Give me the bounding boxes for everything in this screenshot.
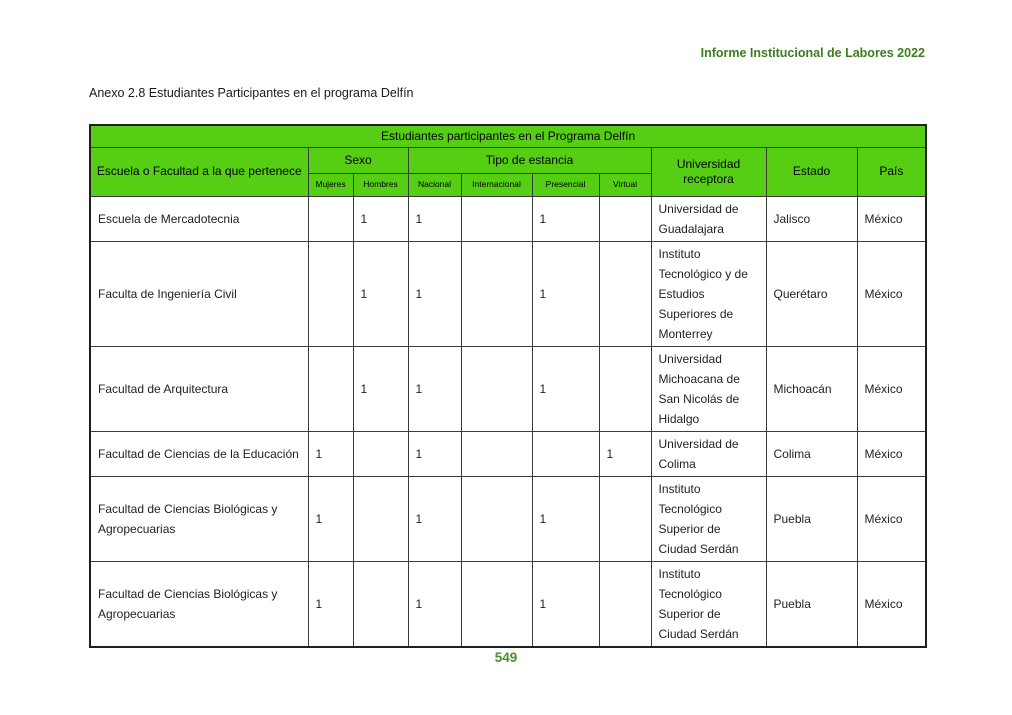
cell-pais: México [857,561,926,647]
cell-presencial: 1 [532,476,599,561]
cell-virtual [599,196,651,241]
cell-hombres [353,431,408,476]
cell-hombres [353,476,408,561]
cell-universidad: Universidad de Guadalajara [651,196,766,241]
cell-virtual [599,476,651,561]
column-header-estado: Estado [766,147,857,196]
cell-virtual [599,346,651,431]
cell-presencial: 1 [532,346,599,431]
cell-presencial: 1 [532,241,599,346]
cell-school: Faculta de Ingeniería Civil [90,241,308,346]
column-header-internacional: Internacional [461,173,532,196]
cell-internacional [461,561,532,647]
table-row [90,431,926,476]
cell-internacional [461,241,532,346]
table-row [90,476,926,561]
table-row [90,241,926,346]
cell-universidad: Instituto Tecnológico Superior de Ciudad Serdán [651,561,766,647]
cell-pais: México [857,196,926,241]
column-header-universidad: Universidad receptora [651,147,766,196]
column-header-school: Escuela o Facultad a la que pertenece [90,147,308,196]
cell-pais: México [857,431,926,476]
report-title: Informe Institucional de Labores 2022 [700,46,925,60]
cell-nacional: 1 [408,196,461,241]
column-header-pais: País [857,147,926,196]
cell-school: Facultad de Ciencias Biológicas y Agropecuarias [90,476,308,561]
table-title: Estudiantes participantes en el Programa Delfín [90,125,926,147]
cell-school: Facultad de Ciencias de la Educación [90,431,308,476]
cell-mujeres [308,241,353,346]
cell-virtual: 1 [599,431,651,476]
column-header-presencial: Presencial [532,173,599,196]
cell-mujeres: 1 [308,561,353,647]
cell-hombres: 1 [353,346,408,431]
cell-school: Escuela de Mercadotecnia [90,196,308,241]
cell-internacional [461,346,532,431]
cell-estado: Puebla [766,561,857,647]
cell-nacional: 1 [408,241,461,346]
cell-mujeres: 1 [308,476,353,561]
cell-school: Facultad de Ciencias Biológicas y Agropecuarias [90,561,308,647]
column-group-tipo-estancia: Tipo de estancia [408,147,651,173]
cell-universidad: Instituto Tecnológico y de Estudios Superiores de Monterrey [651,241,766,346]
cell-hombres: 1 [353,196,408,241]
cell-universidad: Instituto Tecnológico Superior de Ciudad Serdán [651,476,766,561]
table-row [90,196,926,241]
cell-mujeres [308,346,353,431]
cell-school: Facultad de Arquitectura [90,346,308,431]
cell-universidad: Universidad Michoacana de San Nicolás de Hidalgo [651,346,766,431]
cell-pais: México [857,241,926,346]
cell-estado: Colima [766,431,857,476]
cell-presencial [532,431,599,476]
cell-internacional [461,476,532,561]
table-row [90,346,926,431]
cell-internacional [461,196,532,241]
column-header-hombres: Hombres [353,173,408,196]
cell-virtual [599,241,651,346]
cell-mujeres [308,196,353,241]
column-header-nacional: Nacional [408,173,461,196]
cell-hombres [353,561,408,647]
cell-universidad: Universidad de Colima [651,431,766,476]
cell-estado: Jalisco [766,196,857,241]
cell-virtual [599,561,651,647]
cell-mujeres: 1 [308,431,353,476]
cell-nacional: 1 [408,476,461,561]
delfin-students-table [89,124,927,648]
table-row [90,561,926,647]
cell-nacional: 1 [408,561,461,647]
cell-presencial: 1 [532,196,599,241]
page-number: 549 [494,650,518,665]
cell-estado: Michoacán [766,346,857,431]
cell-internacional [461,431,532,476]
column-header-mujeres: Mujeres [308,173,353,196]
cell-estado: Querétaro [766,241,857,346]
cell-pais: México [857,346,926,431]
column-header-virtual: Virtual [599,173,651,196]
annex-heading: Anexo 2.8 Estudiantes Participantes en el programa Delfín [89,86,414,100]
cell-hombres: 1 [353,241,408,346]
cell-nacional: 1 [408,346,461,431]
cell-presencial: 1 [532,561,599,647]
cell-pais: México [857,476,926,561]
cell-estado: Puebla [766,476,857,561]
column-group-sexo: Sexo [308,147,408,173]
cell-nacional: 1 [408,431,461,476]
